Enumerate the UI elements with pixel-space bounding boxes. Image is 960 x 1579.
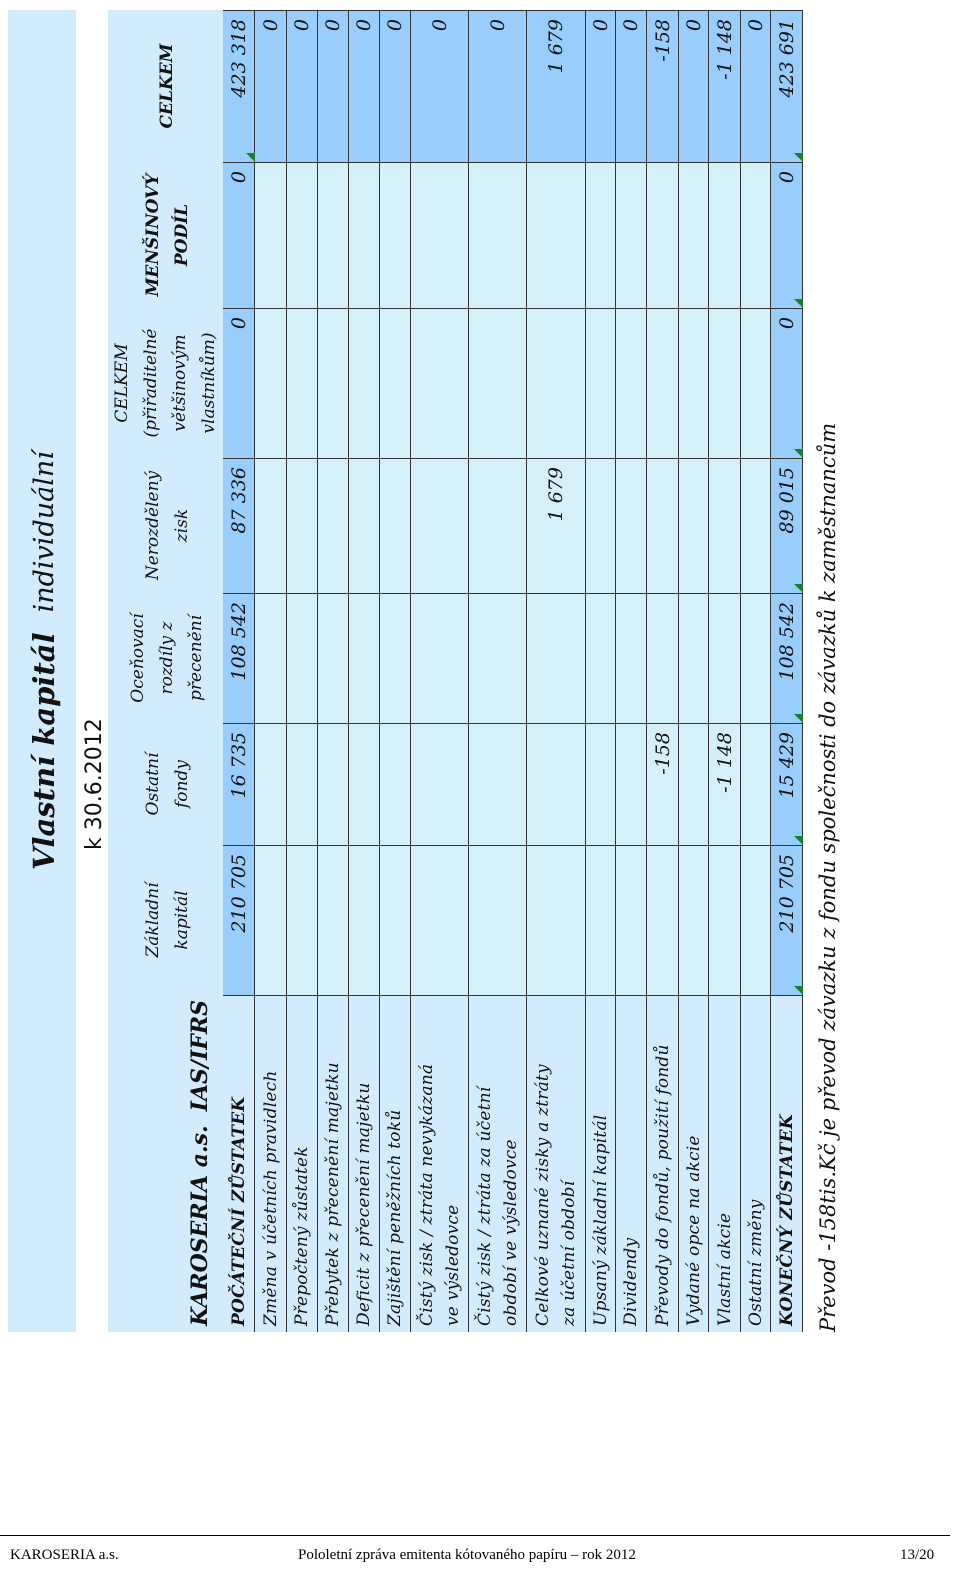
table-cell bbox=[349, 593, 380, 723]
table-cell bbox=[287, 308, 318, 458]
table-cell bbox=[411, 593, 469, 723]
table-cell: 108 542 bbox=[771, 593, 803, 723]
table-cell bbox=[709, 308, 741, 458]
title-text: Vlastní kapitál bbox=[27, 632, 61, 870]
row-label: Změna v účetních pravidlech bbox=[255, 995, 287, 1332]
table-cell bbox=[318, 162, 349, 308]
table-cell: 15 429 bbox=[771, 723, 803, 845]
table-cell bbox=[255, 593, 287, 723]
table-cell bbox=[741, 458, 771, 593]
row-label: Převody do fondů, použití fondů bbox=[647, 995, 679, 1332]
row-label: Přepočtený zůstatek bbox=[287, 995, 318, 1332]
table-cell bbox=[318, 458, 349, 593]
footer-divider bbox=[0, 1535, 950, 1536]
row-label: Přebytek z přecenění majetku bbox=[318, 995, 349, 1332]
cell-marker-icon bbox=[794, 299, 803, 308]
cell-marker-icon bbox=[794, 986, 803, 995]
table-cell bbox=[287, 845, 318, 995]
col-header-1: Ostatní fondy bbox=[142, 752, 192, 816]
date-label: k 30.6.2012 bbox=[81, 718, 107, 850]
table-cell bbox=[287, 162, 318, 308]
company-name: KAROSERIA a.s. bbox=[187, 1125, 213, 1326]
table-cell: 1 679 bbox=[527, 10, 586, 162]
table-cell: 0 bbox=[287, 10, 318, 162]
table-cell: 16 735 bbox=[223, 723, 255, 845]
table-cell bbox=[741, 308, 771, 458]
table-cell bbox=[380, 162, 411, 308]
row-label: Vlastní akcie bbox=[709, 995, 741, 1332]
table-cell bbox=[709, 593, 741, 723]
title-subtitle: individuální bbox=[28, 451, 60, 613]
cell-marker-icon bbox=[246, 153, 255, 162]
table-cell: 210 705 bbox=[223, 845, 255, 995]
table-cell: 0 bbox=[223, 308, 255, 458]
table-cell: 0 bbox=[318, 10, 349, 162]
table-cell bbox=[741, 845, 771, 995]
table-cell bbox=[616, 845, 647, 995]
footer-page-number: 13/20 bbox=[900, 1547, 935, 1563]
table-cell bbox=[349, 162, 380, 308]
table-cell bbox=[586, 593, 616, 723]
row-label: Zajištění peněžních toků bbox=[380, 995, 411, 1332]
table-cell: 0 bbox=[586, 10, 616, 162]
table-cell bbox=[616, 593, 647, 723]
table-cell bbox=[318, 723, 349, 845]
table-cell bbox=[647, 308, 679, 458]
footer-report-title: Pololetní zpráva emitenta kótovaného papíru – rok 2012 bbox=[298, 1547, 636, 1563]
table-cell bbox=[527, 723, 586, 845]
table-cell bbox=[318, 593, 349, 723]
table-cell: 210 705 bbox=[771, 845, 803, 995]
col-header-5: MENŠINOVÝ PODÍL bbox=[142, 173, 192, 297]
ifrs-standard: IAS/IFRS bbox=[187, 999, 213, 1112]
table-cell bbox=[527, 308, 586, 458]
table-cell bbox=[586, 162, 616, 308]
table-cell bbox=[469, 723, 527, 845]
table-cell bbox=[616, 723, 647, 845]
table-cell bbox=[679, 593, 709, 723]
row-label: POČÁTEČNÍ ZŮSTATEK bbox=[223, 995, 255, 1332]
row-label: Ostatní změny bbox=[741, 995, 771, 1332]
cell-marker-icon bbox=[794, 584, 803, 593]
table-cell bbox=[709, 162, 741, 308]
table-cell bbox=[318, 845, 349, 995]
table-cell: 423 318 bbox=[223, 10, 255, 162]
table-cell bbox=[679, 162, 709, 308]
table-cell bbox=[287, 458, 318, 593]
table-cell bbox=[411, 723, 469, 845]
table-cell: -158 bbox=[647, 723, 679, 845]
row-label: Dividendy bbox=[616, 995, 647, 1332]
table-cell bbox=[469, 845, 527, 995]
table-cell bbox=[679, 458, 709, 593]
row-label: Celkové uznané zisky a ztráty za účetní období bbox=[527, 995, 586, 1332]
col-header-3: Nerozdělený zisk bbox=[142, 470, 192, 581]
table-cell bbox=[616, 458, 647, 593]
table-cell bbox=[255, 308, 287, 458]
table-cell bbox=[255, 723, 287, 845]
table-cell bbox=[586, 308, 616, 458]
page-title bbox=[14, 170, 74, 870]
table-cell: 0 bbox=[469, 10, 527, 162]
table-cell: 0 bbox=[616, 10, 647, 162]
cell-marker-icon bbox=[794, 449, 803, 458]
table-cell bbox=[287, 723, 318, 845]
cell-marker-icon bbox=[794, 153, 803, 162]
table-cell bbox=[679, 723, 709, 845]
table-cell bbox=[647, 458, 679, 593]
table-cell bbox=[349, 723, 380, 845]
cell-marker-icon bbox=[794, 836, 803, 845]
table-cell bbox=[469, 458, 527, 593]
row-label: KONEČNÝ ZŮSTATEK bbox=[771, 995, 803, 1332]
table-cell bbox=[469, 593, 527, 723]
table-cell bbox=[647, 593, 679, 723]
table-cell: 0 bbox=[771, 308, 803, 458]
table-cell bbox=[255, 845, 287, 995]
col-header-0: Základní kapitál bbox=[142, 882, 192, 958]
table-cell bbox=[255, 162, 287, 308]
table-cell bbox=[679, 308, 709, 458]
table-cell bbox=[586, 458, 616, 593]
row-label: Čistý zisk / ztráta za účetní období ve výsledovce bbox=[469, 995, 527, 1332]
table-cell bbox=[380, 845, 411, 995]
table-cell: -1 148 bbox=[709, 10, 741, 162]
table-cell: 0 bbox=[771, 162, 803, 308]
table-cell bbox=[349, 458, 380, 593]
table-cell bbox=[380, 458, 411, 593]
table-cell bbox=[616, 308, 647, 458]
row-label: Vydané opce na akcie bbox=[679, 995, 709, 1332]
table-cell: 87 336 bbox=[223, 458, 255, 593]
table-cell: 0 bbox=[223, 162, 255, 308]
table-cell bbox=[411, 308, 469, 458]
table-cell bbox=[586, 845, 616, 995]
table-cell bbox=[647, 162, 679, 308]
table-cell bbox=[411, 845, 469, 995]
equity-table bbox=[223, 10, 811, 1332]
table-cell bbox=[741, 593, 771, 723]
table-cell bbox=[380, 308, 411, 458]
table-cell bbox=[527, 593, 586, 723]
table-cell bbox=[380, 593, 411, 723]
table-cell: -158 bbox=[647, 10, 679, 162]
cell-marker-icon bbox=[794, 714, 803, 723]
table-cell bbox=[349, 845, 380, 995]
company-standard bbox=[180, 996, 220, 1326]
table-cell bbox=[287, 593, 318, 723]
table-cell bbox=[741, 723, 771, 845]
footer-company: KAROSERIA a.s. bbox=[10, 1547, 119, 1563]
table-cell: 0 bbox=[679, 10, 709, 162]
table-cell: -1 148 bbox=[709, 723, 741, 845]
row-label: Upsaný základní kapitál bbox=[586, 995, 616, 1332]
row-label: Čistý zisk / ztráta nevykázaná ve výsledovce bbox=[411, 995, 469, 1332]
table-cell bbox=[741, 162, 771, 308]
table-cell bbox=[411, 162, 469, 308]
table-cell bbox=[411, 458, 469, 593]
col-header-6: CELKEM bbox=[157, 43, 177, 129]
table-cell bbox=[647, 845, 679, 995]
table-cell bbox=[469, 308, 527, 458]
table-cell: 0 bbox=[411, 10, 469, 162]
table-cell bbox=[469, 162, 527, 308]
table-cell: 1 679 bbox=[527, 458, 586, 593]
table-cell bbox=[679, 845, 709, 995]
table-cell bbox=[527, 845, 586, 995]
table-cell bbox=[380, 723, 411, 845]
table-cell: 0 bbox=[741, 10, 771, 162]
table-cell bbox=[255, 458, 287, 593]
col-header-4: CELKEM (přiřaditelné většinovým vlastníkům) bbox=[111, 328, 219, 438]
table-cell: 108 542 bbox=[223, 593, 255, 723]
transfer-note: Převod -158tis.Kč je převod závazku z fondu společnosti do závazků k zaměstnancům bbox=[816, 422, 840, 1332]
table-cell: 0 bbox=[349, 10, 380, 162]
table-cell bbox=[586, 723, 616, 845]
table-cell: 89 015 bbox=[771, 458, 803, 593]
table-cell bbox=[616, 162, 647, 308]
page-footer bbox=[0, 1535, 960, 1579]
table-cell bbox=[527, 162, 586, 308]
table-cell: 0 bbox=[255, 10, 287, 162]
table-cell bbox=[349, 308, 380, 458]
table-cell: 0 bbox=[380, 10, 411, 162]
table-cell: 423 691 bbox=[771, 10, 803, 162]
table-cell bbox=[709, 458, 741, 593]
col-header-2: Oceňovací rozdíly z přecenění bbox=[128, 613, 206, 703]
row-label: Deficit z přecenění majetku bbox=[349, 995, 380, 1332]
table-cell bbox=[709, 845, 741, 995]
table-cell bbox=[318, 308, 349, 458]
